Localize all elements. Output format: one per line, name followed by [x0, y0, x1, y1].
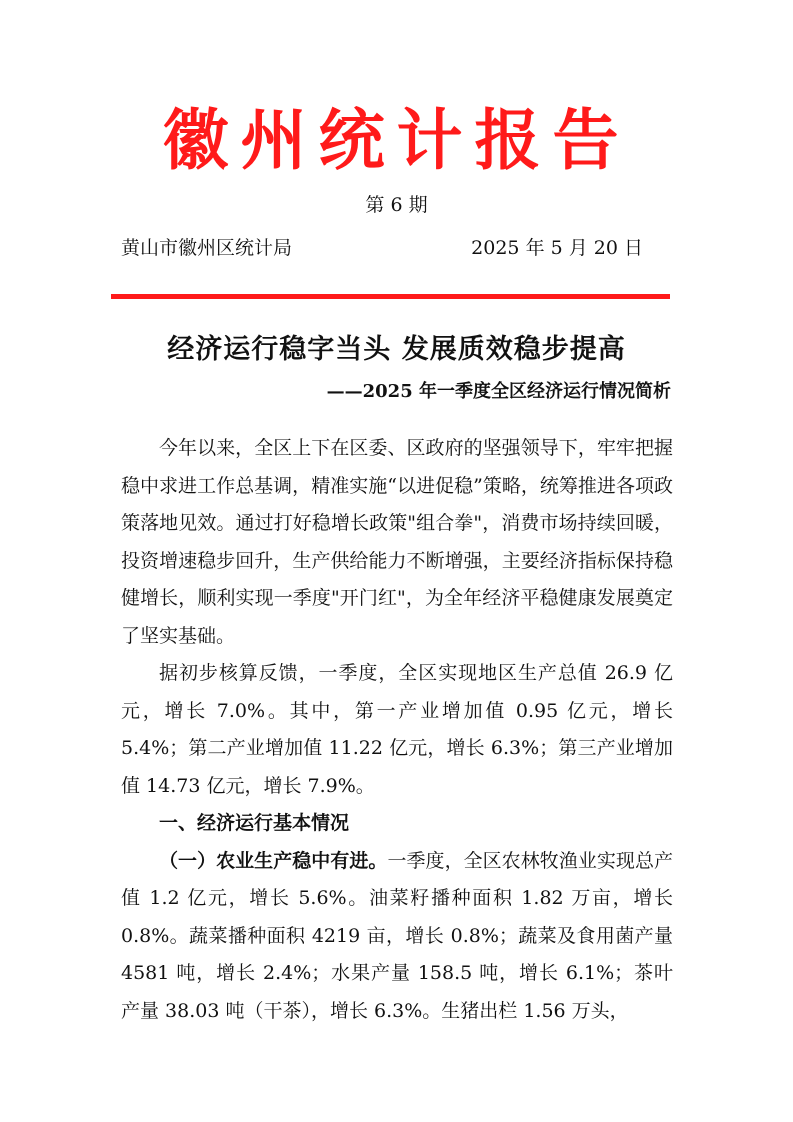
red-divider — [111, 294, 670, 299]
article-body — [121, 430, 673, 1030]
article-subtitle: ——2025 年一季度全区经济运行情况简析 — [326, 381, 671, 402]
issue-number: 第 6 期 — [365, 194, 428, 216]
article-title: 经济运行稳字当头 发展质效稳步提高 — [167, 334, 626, 365]
section-heading: 一、经济运行基本情况 — [159, 812, 350, 834]
masthead-title: 徽州统计报告 — [162, 101, 631, 179]
agriculture-text: 一季度，全区农林牧渔业实现总产值 1.2 亿元，增长 5.6%。油菜籽播种面积 1.82 万亩，增长 0.8%。蔬菜播种面积 4219 亩，增长 0.8%；蔬菜及食用菌产量 4581 吨，增长 2.4%；水果产量 158.5 吨，增长 6.1%；茶叶产量 38.03 吨（干茶），增长 6.3%。生猪出栏 1.56 万头， — [121, 849, 673, 1022]
publish-date: 2025 年 5 月 20 日 — [471, 237, 643, 259]
paragraph-agriculture — [121, 843, 673, 1031]
paragraph-gdp: 据初步核算反馈，一季度，全区实现地区生产总值 26.9 亿元，增长 7.0%。其中，第一产业增加值 0.95 亿元，增长 5.4%；第二产业增加值 11.22 亿元，增长 6.3%；第三产业增加值 14.73 亿元，增长 7.9%。 — [121, 662, 673, 797]
paragraph-intro: 今年以来，全区上下在区委、区政府的坚强领导下，牢牢把握稳中求进工作总基调，精准实施“以进促稳”策略，统筹推进各项政策落地见效。通过打好稳增长政策"组合拳"，消费市场持续回暖，投资增速稳步回升，生产供给能力不断增强，主要经济指标保持稳健增长，顺利实现一季度"开门红"，为全年经济平稳健康发展奠定了坚实基础。 — [121, 437, 673, 647]
publisher: 黄山市徽州区统计局 — [121, 237, 293, 259]
sub-heading: （一）农业生产稳中有进。 — [159, 849, 388, 872]
